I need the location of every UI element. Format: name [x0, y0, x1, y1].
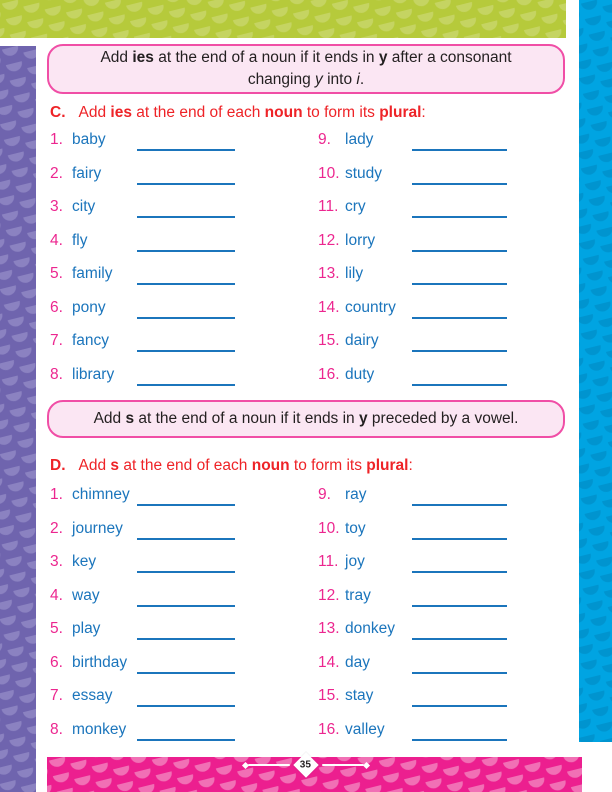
item-number: 2. — [50, 164, 63, 182]
answer-blank-line — [137, 331, 235, 352]
answer-blank-line — [137, 586, 235, 607]
item-number: 13. — [318, 620, 340, 637]
item-number: 7. — [50, 687, 63, 704]
item-word: study — [345, 164, 383, 182]
item-number: 3. — [50, 198, 63, 215]
section-c-column-right — [318, 130, 558, 398]
worksheet-item — [318, 720, 558, 754]
worksheet-item — [318, 365, 558, 399]
worksheet-item — [50, 130, 290, 164]
text-run: . — [359, 71, 365, 88]
worksheet-item — [318, 298, 558, 332]
item-number: 7. — [50, 332, 63, 349]
item-word: chimney — [72, 486, 130, 503]
item-word: toy — [345, 519, 366, 537]
text-run: y — [359, 410, 368, 427]
item-word: key — [72, 553, 97, 570]
worksheet-item — [318, 619, 558, 653]
rule-text-line — [248, 69, 364, 91]
text-run: plural — [366, 457, 409, 474]
badge-flourish-right — [322, 764, 364, 766]
answer-blank-line — [412, 365, 507, 386]
item-word: library — [72, 365, 115, 383]
item-word: joy — [345, 553, 365, 570]
worksheet-item — [318, 164, 558, 198]
worksheet-item — [50, 519, 290, 553]
answer-blank-line — [412, 619, 507, 640]
item-word: stay — [345, 687, 374, 704]
item-word: essay — [72, 687, 113, 704]
answer-blank-line — [137, 686, 235, 707]
section-d-column-right — [318, 485, 558, 753]
item-number: 5. — [50, 620, 63, 637]
text-run: i — [356, 71, 360, 88]
worksheet-item — [50, 552, 290, 586]
item-number: 12. — [318, 231, 340, 249]
item-word: lorry — [345, 231, 376, 249]
answer-blank-line — [412, 331, 507, 352]
rule-text-line — [100, 47, 511, 69]
item-number: 8. — [50, 720, 63, 738]
worksheet-item — [50, 331, 290, 365]
item-word: tray — [345, 586, 371, 604]
answer-blank-line — [412, 298, 507, 319]
item-number: 6. — [50, 653, 63, 671]
item-number: 1. — [50, 486, 63, 503]
answer-blank-line — [412, 686, 507, 707]
worksheet-item — [318, 264, 558, 298]
answer-blank-line — [412, 653, 507, 674]
item-number: 12. — [318, 586, 340, 604]
text-run: y — [315, 71, 323, 88]
item-number: 11. — [318, 553, 339, 570]
worksheet-item — [50, 485, 290, 519]
worksheet-item — [50, 720, 290, 754]
item-word: way — [72, 586, 100, 604]
worksheet-item — [318, 130, 558, 164]
worksheet-item — [318, 519, 558, 553]
answer-blank-line — [137, 365, 235, 386]
text-run: at the end of each — [119, 457, 252, 474]
answer-blank-line — [412, 197, 507, 218]
item-number: 15. — [318, 332, 340, 349]
text-run: Add — [100, 49, 133, 66]
item-number: 10. — [318, 164, 340, 182]
text-run: to form its — [289, 457, 367, 474]
item-number: 6. — [50, 298, 63, 316]
answer-blank-line — [137, 130, 235, 151]
item-number: 5. — [50, 265, 63, 282]
section-d-heading — [50, 456, 413, 475]
section-c-column-left — [50, 130, 290, 398]
item-word: monkey — [72, 720, 127, 738]
answer-blank-line — [412, 130, 507, 151]
item-number: 14. — [318, 653, 340, 671]
item-word: city — [72, 198, 96, 215]
text-run: noun — [264, 104, 303, 121]
worksheet-item — [50, 231, 290, 265]
item-number: 4. — [50, 231, 63, 249]
answer-blank-line — [137, 197, 235, 218]
text-run: s — [110, 457, 120, 474]
worksheet-item — [50, 164, 290, 198]
section-letter: C. — [50, 104, 66, 121]
border-left-purple — [0, 46, 36, 792]
answer-blank-line — [412, 164, 507, 185]
answer-blank-line — [137, 264, 235, 285]
rule-box-s — [47, 400, 565, 438]
worksheet-item — [318, 586, 558, 620]
text-run: s — [125, 410, 135, 427]
answer-blank-line — [137, 519, 235, 540]
text-run: at the end of each — [131, 104, 265, 121]
rule-text-line — [94, 408, 519, 430]
worksheet-item — [318, 331, 558, 365]
text-run: changing — [247, 71, 316, 88]
worksheet-item — [318, 686, 558, 720]
border-top-green — [0, 0, 566, 38]
text-run: Add — [93, 410, 126, 427]
item-word: duty — [345, 365, 375, 383]
text-run: to form its — [302, 104, 380, 121]
text-run: Add — [78, 457, 111, 474]
section-heading-text — [79, 457, 413, 474]
item-number: 10. — [318, 519, 340, 537]
answer-blank-line — [137, 653, 235, 674]
text-run: at the end of a noun if it ends in — [153, 49, 379, 66]
section-heading-text — [79, 104, 426, 121]
answer-blank-line — [137, 552, 235, 573]
item-number: 3. — [50, 553, 63, 570]
worksheet-item — [318, 485, 558, 519]
item-word: day — [345, 653, 370, 671]
section-letter: D. — [50, 457, 66, 474]
item-word: play — [72, 620, 101, 637]
worksheet-item — [50, 586, 290, 620]
item-number: 9. — [318, 131, 331, 148]
item-number: 16. — [318, 720, 340, 738]
border-right-blue — [579, 0, 612, 742]
item-number: 1. — [50, 131, 63, 148]
answer-blank-line — [412, 552, 507, 573]
worksheet-item — [50, 197, 290, 231]
answer-blank-line — [412, 586, 507, 607]
worksheet-item — [50, 619, 290, 653]
item-word: dairy — [345, 332, 379, 349]
badge-flourish-left — [248, 764, 290, 766]
text-run: preceded by a vowel. — [367, 410, 519, 427]
item-word: baby — [72, 131, 106, 148]
answer-blank-line — [137, 298, 235, 319]
item-word: donkey — [345, 620, 395, 637]
answer-blank-line — [137, 619, 235, 640]
text-run: y — [378, 49, 388, 66]
page-number: 35 — [300, 759, 312, 771]
answer-blank-line — [137, 720, 235, 741]
item-word: fancy — [72, 332, 110, 349]
worksheet-item — [50, 365, 290, 399]
text-run: ies — [132, 49, 154, 66]
section-c-heading — [50, 103, 426, 122]
text-run: after a consonant — [387, 49, 512, 66]
text-run: ies — [110, 104, 132, 121]
worksheet-item — [318, 197, 558, 231]
item-word: birthday — [72, 653, 128, 671]
answer-blank-line — [412, 485, 507, 506]
worksheet-item — [318, 552, 558, 586]
item-word: country — [345, 298, 396, 316]
item-number: 15. — [318, 687, 340, 704]
item-number: 11. — [318, 198, 339, 215]
item-number: 13. — [318, 265, 340, 282]
worksheet-item — [50, 686, 290, 720]
item-word: journey — [72, 519, 123, 537]
item-number: 16. — [318, 365, 340, 383]
text-run: at the end of a noun if it ends in — [134, 410, 359, 427]
worksheet-item — [50, 653, 290, 687]
item-word: valley — [345, 720, 385, 738]
answer-blank-line — [137, 485, 235, 506]
text-run: plural — [379, 104, 422, 121]
item-word: family — [72, 265, 113, 282]
answer-blank-line — [412, 231, 507, 252]
worksheet-item — [318, 231, 558, 265]
item-number: 4. — [50, 586, 63, 604]
section-d-column-left — [50, 485, 290, 753]
text-run: : — [421, 104, 426, 121]
text-run: : — [408, 457, 413, 474]
answer-blank-line — [412, 720, 507, 741]
item-word: pony — [72, 298, 106, 316]
item-number: 2. — [50, 519, 63, 537]
item-number: 14. — [318, 298, 340, 316]
text-run: noun — [251, 457, 290, 474]
item-word: lily — [345, 265, 364, 282]
text-run: Add — [78, 104, 111, 121]
worksheet-item — [50, 264, 290, 298]
answer-blank-line — [412, 264, 507, 285]
rule-box-ies — [47, 44, 565, 94]
item-word: cry — [345, 198, 366, 215]
item-word: fairy — [72, 164, 102, 182]
answer-blank-line — [412, 519, 507, 540]
text-run: into — [322, 71, 357, 88]
item-word: fly — [72, 231, 88, 249]
answer-blank-line — [137, 164, 235, 185]
worksheet-item — [318, 653, 558, 687]
answer-blank-line — [137, 231, 235, 252]
worksheet-item — [50, 298, 290, 332]
item-word: ray — [345, 486, 367, 503]
item-number: 9. — [318, 486, 331, 503]
item-word: lady — [345, 131, 374, 148]
item-number: 8. — [50, 365, 63, 383]
